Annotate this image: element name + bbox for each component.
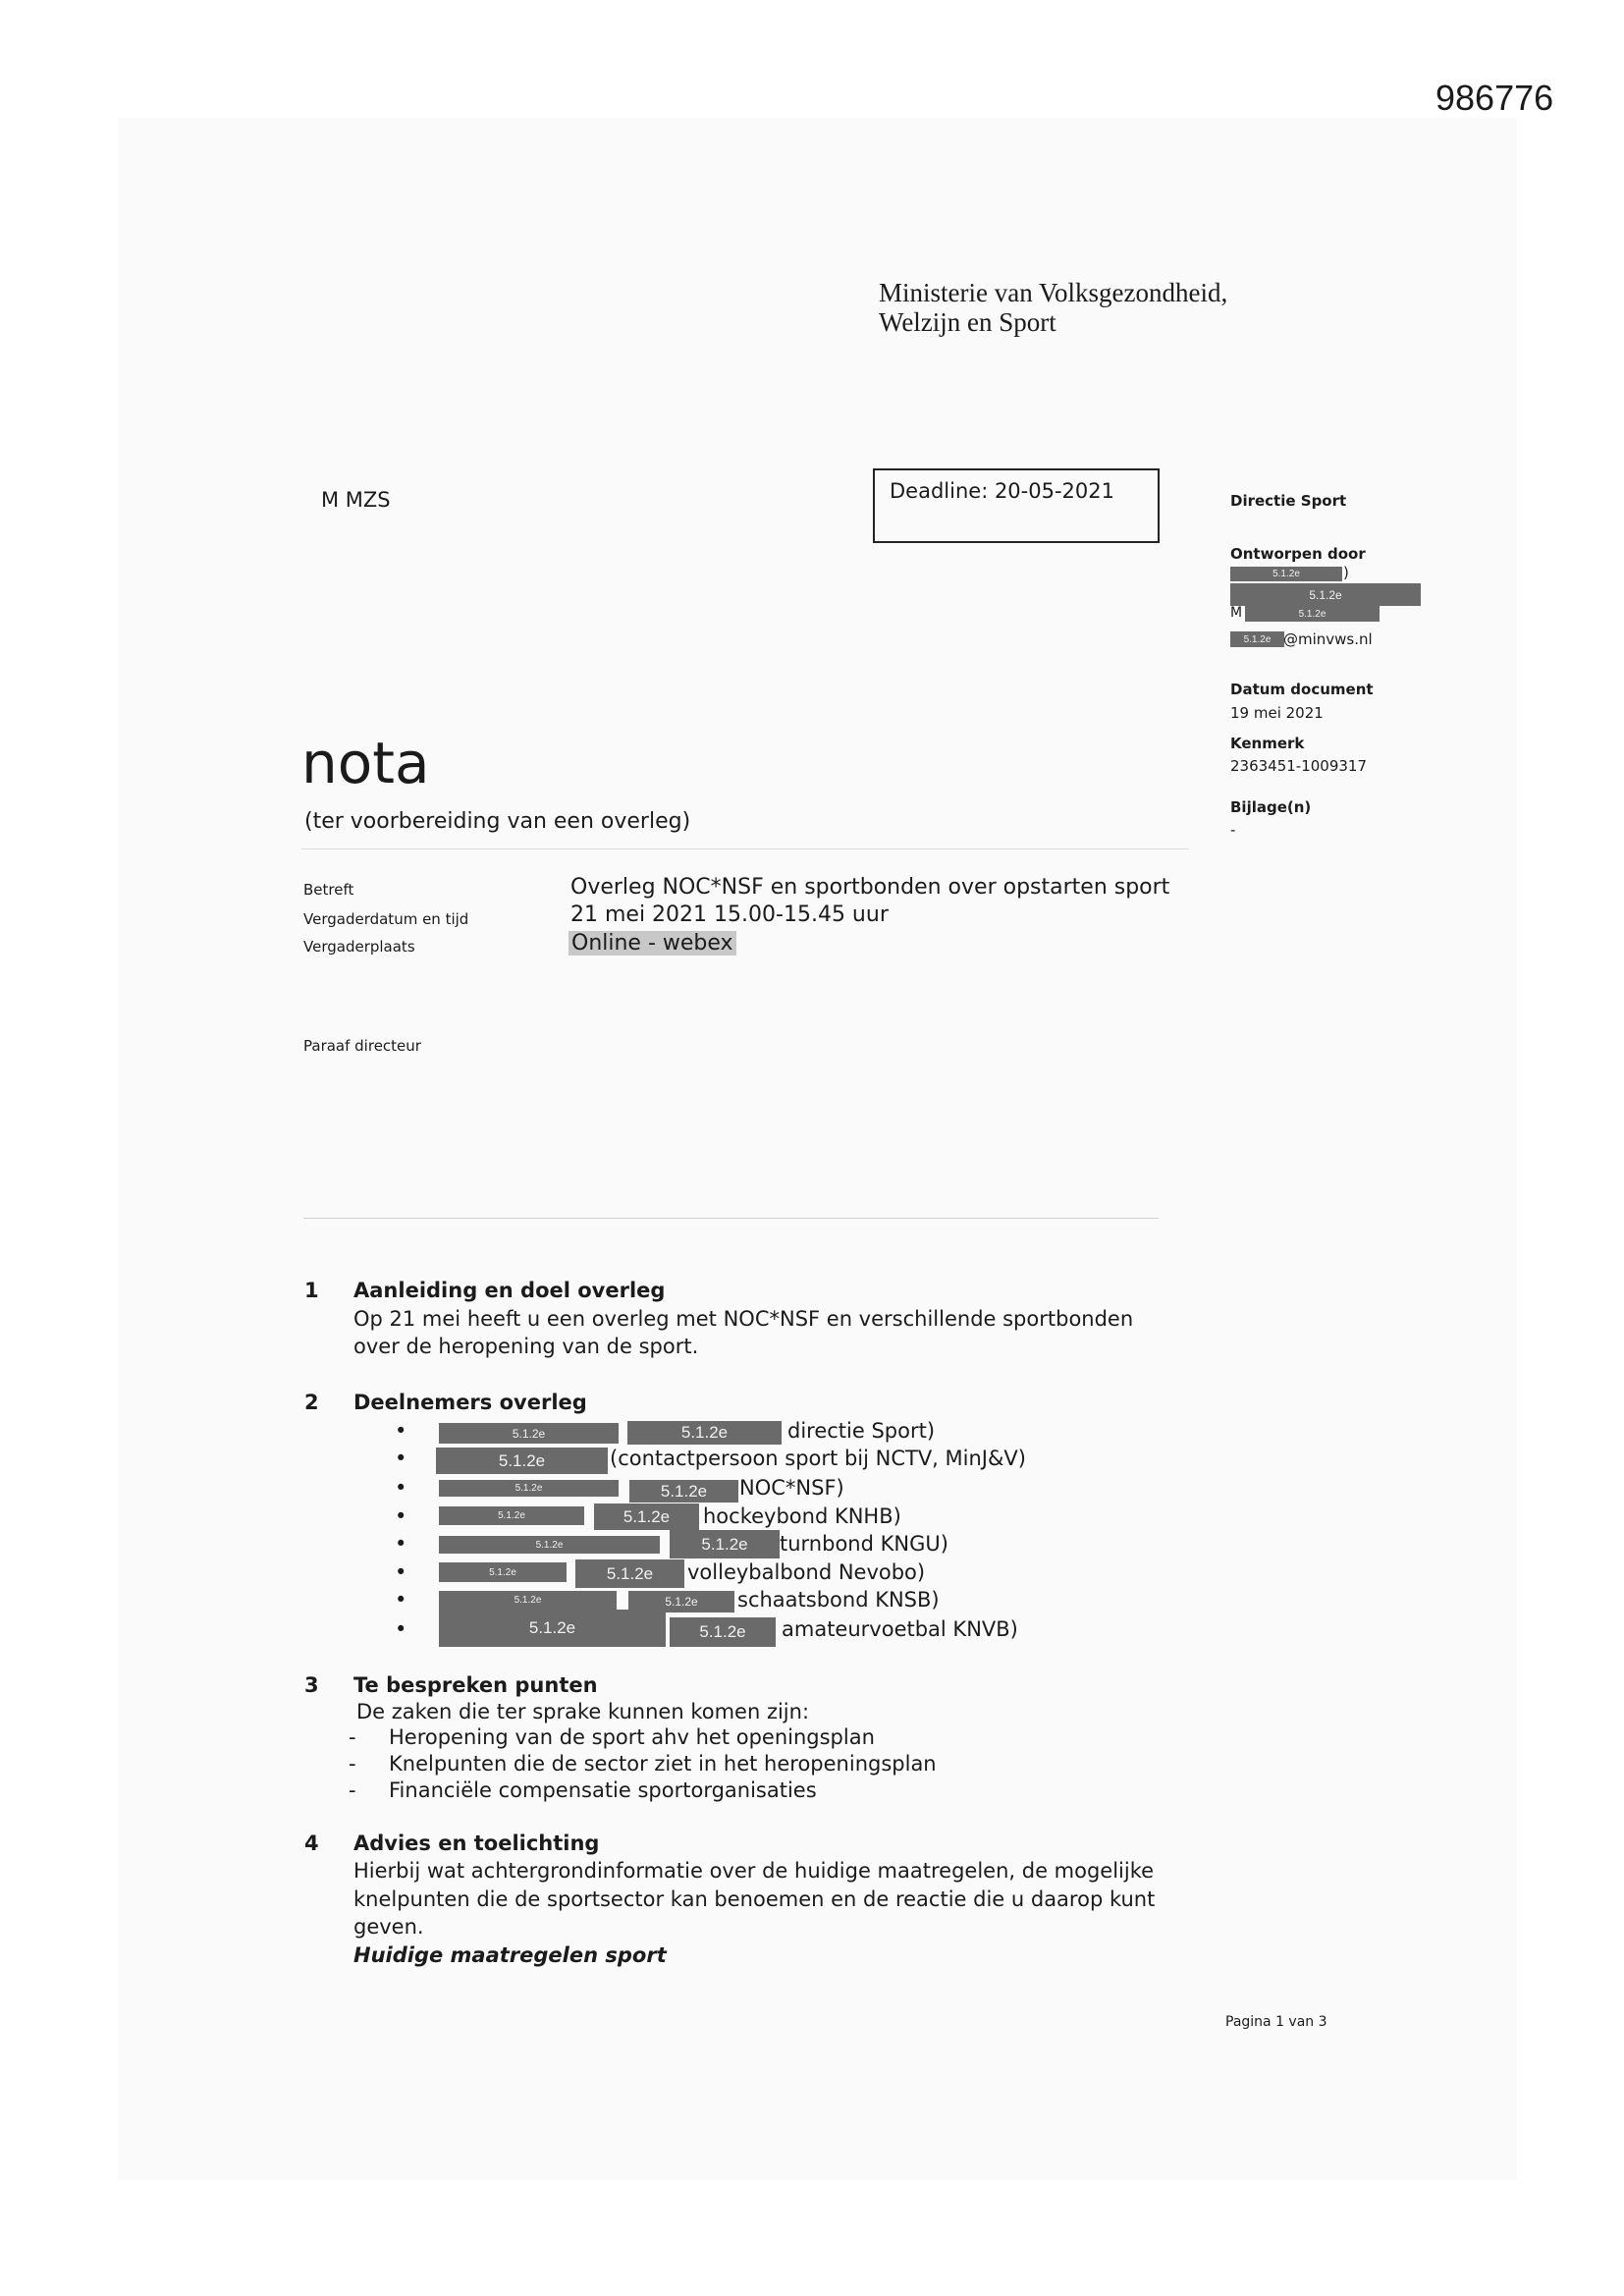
bullet: •: [395, 1560, 407, 1584]
meta-location-wrap: [568, 931, 736, 957]
meta-datetime-value: 21 mei 2021 15.00-15.45 uur: [570, 902, 889, 927]
redaction-box: 5.1.2e: [594, 1503, 699, 1530]
redaction-box: 5.1.2e: [629, 1480, 738, 1503]
sidebar-reference-value: 2363451-1009317: [1230, 757, 1368, 775]
section-title: Deelnemers overleg: [353, 1391, 587, 1414]
section-text-line: knelpunten die de sportsector kan benoemen en de reactie die u daarop kunt: [353, 1887, 1156, 1911]
bullet: •: [395, 1419, 407, 1443]
sidebar-attachments-label: Bijlage(n): [1230, 798, 1312, 816]
list-item: Financiële compensatie sportorganisaties: [389, 1778, 817, 1802]
sidebar-department: Directie Sport: [1230, 492, 1347, 510]
redaction-box: 5.1.2e: [436, 1448, 608, 1474]
bullet: •: [395, 1504, 407, 1528]
section-title: Advies en toelichting: [353, 1831, 600, 1855]
section-text-line: geven.: [353, 1915, 424, 1939]
participant-item: turnbond KNGU): [780, 1532, 948, 1556]
section-number: 2: [304, 1391, 319, 1414]
redaction-box: 5.1.2e: [439, 1480, 619, 1497]
bullet: •: [395, 1447, 407, 1470]
divider: [303, 1218, 1159, 1219]
section-text-line: Op 21 mei heeft u een overleg met NOC*NSF en verschillende sportbonden: [353, 1307, 1134, 1331]
section-number: 4: [304, 1831, 319, 1855]
redaction-box: 5.1.2e: [439, 1562, 567, 1582]
participant-item: NOC*NSF): [739, 1476, 844, 1500]
list-item: Knelpunten die de sector ziet in het heropeningsplan: [389, 1752, 937, 1776]
sidebar-date-value: 19 mei 2021: [1230, 704, 1324, 722]
bullet: •: [395, 1617, 407, 1641]
sidebar-reference-label: Kenmerk: [1230, 735, 1305, 752]
redaction-box: 5.1.2e: [670, 1617, 776, 1647]
bullet: •: [395, 1532, 407, 1556]
participant-item: amateurvoetbal KNVB): [782, 1617, 1018, 1641]
redaction-box: 5.1.2e: [439, 1610, 666, 1647]
redaction-box: 5.1.2e: [439, 1536, 660, 1554]
divider: [301, 848, 1189, 849]
sidebar-designed-by-close: ): [1343, 564, 1349, 581]
section-text-line: over de heropening van de sport.: [353, 1335, 699, 1358]
redaction-box: 5.1.2e: [627, 1421, 782, 1445]
section-number: 1: [304, 1279, 319, 1302]
bullet: •: [395, 1476, 407, 1500]
document-number: 986776: [1435, 78, 1554, 118]
meta-datetime-label: Vergaderdatum en tijd: [303, 910, 469, 928]
section-text-line: Hierbij wat achtergrondinformatie over de huidige maatregelen, de mogelijke: [353, 1859, 1155, 1883]
redaction-box: 5.1.2e: [1230, 567, 1342, 581]
sidebar-designed-by-label: Ontworpen door: [1230, 545, 1366, 563]
redaction-box: 5.1.2e: [575, 1559, 684, 1588]
ministry-name-line1: Ministerie van Volksgezondheid,: [879, 278, 1228, 307]
ministry-name-line2: Welzijn en Sport: [879, 307, 1056, 337]
meta-subject-label: Betreft: [303, 881, 354, 899]
participant-item: schaatsbond KNSB): [737, 1588, 940, 1612]
participant-item: hockeybond KNHB): [703, 1504, 901, 1528]
section-subheading: Huidige maatregelen sport: [353, 1943, 667, 1967]
redaction-box: 5.1.2e: [1230, 631, 1284, 647]
meta-location-label: Vergaderplaats: [303, 938, 415, 956]
participant-item: directie Sport): [787, 1419, 936, 1443]
section-intro: De zaken die ter sprake kunnen komen zijn:: [356, 1700, 810, 1723]
document-subtitle: (ter voorbereiding van een overleg): [304, 809, 691, 834]
sidebar-email-domain: @minvws.nl: [1283, 630, 1373, 648]
redaction-box: 5.1.2e: [439, 1591, 617, 1610]
section-number: 3: [304, 1673, 319, 1697]
bullet: •: [395, 1588, 407, 1612]
redaction-box: 5.1.2e: [670, 1530, 780, 1558]
dash-bullet: -: [349, 1725, 356, 1749]
sidebar-date-label: Datum document: [1230, 681, 1374, 698]
document-type: nota: [301, 730, 430, 796]
addressee: M MZS: [321, 488, 391, 512]
sidebar-designed-by-prefix: M: [1230, 605, 1243, 621]
redaction-box: 5.1.2e: [1245, 606, 1380, 622]
redaction-box: 5.1.2e: [628, 1591, 734, 1613]
deadline-text: Deadline: 20-05-2021: [890, 479, 1114, 503]
section-title: Te bespreken punten: [353, 1673, 598, 1697]
redaction-box: 5.1.2e: [1230, 583, 1421, 606]
sidebar-attachments-value: -: [1230, 821, 1236, 839]
dash-bullet: -: [349, 1752, 356, 1776]
redaction-box: 5.1.2e: [439, 1506, 584, 1525]
list-item: Heropening van de sport ahv het openingsplan: [389, 1725, 875, 1749]
meta-subject-value: Overleg NOC*NSF en sportbonden over opstarten sport: [570, 875, 1170, 900]
page-number: Pagina 1 van 3: [1225, 2014, 1327, 2030]
dash-bullet: -: [349, 1778, 356, 1802]
participant-item: volleybalbond Nevobo): [687, 1560, 926, 1584]
meta-location-value: Online - webex: [568, 931, 736, 956]
participant-item: (contactpersoon sport bij NCTV, MinJ&V): [610, 1447, 1026, 1470]
redaction-box: 5.1.2e: [439, 1423, 619, 1444]
initials-label: Paraaf directeur: [303, 1037, 421, 1055]
section-title: Aanleiding en doel overleg: [353, 1279, 666, 1302]
